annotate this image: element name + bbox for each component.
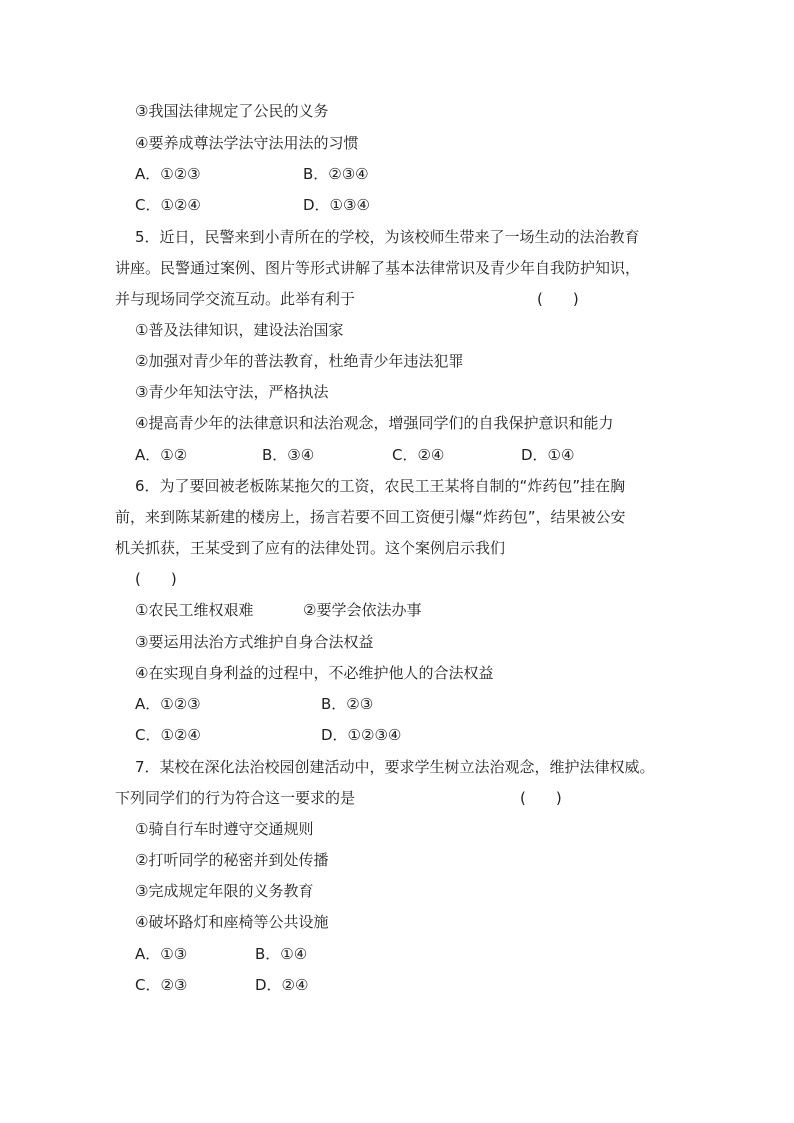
q7-option-2: ②打听同学的秘密并到处传播: [135, 851, 329, 869]
q7-option-3: ③完成规定年限的义务教育: [135, 882, 314, 900]
q4-choice-d: D．①③④: [303, 196, 370, 214]
q7-choice-d: D．②④: [255, 976, 309, 994]
q4-choice-c: C．①②④: [135, 196, 201, 214]
q6-option-3: ③要运用法治方式维护自身合法权益: [135, 633, 374, 651]
q4-choice-b: B．②③④: [303, 165, 369, 183]
q7-option-4: ④破坏路灯和座椅等公共设施: [135, 913, 329, 931]
q6-option-1: ①农民工维权艰难: [135, 601, 254, 619]
q6-choice-a: A．①②③: [135, 695, 201, 713]
q6-stem-line-1: 6．为了要回被老板陈某拖欠的工资，农民工王某将自制的“炸药包”挂在胸: [135, 477, 626, 495]
q7-option-1: ①骑自行车时遵守交通规则: [135, 820, 314, 838]
q4-option-4: ④要养成尊法学法守法用法的习惯: [135, 134, 359, 152]
q7-choice-c: C．②③: [135, 976, 188, 994]
q6-choice-b: B．②③: [321, 695, 374, 713]
q5-answer-blank: ( ): [537, 290, 579, 308]
q4-choice-a: A．①②③: [135, 165, 201, 183]
q5-choice-d: D．①④: [521, 446, 575, 464]
q5-choice-c: C．②④: [392, 446, 445, 464]
q7-stem-line-1: 7．某校在深化法治校园创建活动中，要求学生树立法治观念，维护法律权威。: [135, 758, 655, 776]
q6-choice-c: C．①②④: [135, 726, 201, 744]
q5-option-1: ①普及法律知识，建设法治国家: [135, 321, 344, 339]
q5-option-4: ④提高青少年的法律意识和法治观念，增强同学们的自我保护意识和能力: [135, 414, 614, 432]
q6-option-4: ④在实现自身利益的过程中，不必维护他人的合法权益: [135, 664, 494, 682]
q5-option-2: ②加强对青少年的普法教育，杜绝青少年违法犯罪: [135, 352, 464, 370]
q5-stem-line-3: 并与现场同学交流互动。此举有利于: [115, 290, 356, 308]
q5-choice-b: B．③④: [262, 446, 315, 464]
q6-answer-blank: ( ): [135, 570, 177, 588]
q5-stem-line-2: 讲座。民警通过案例、图片等形式讲解了基本法律常识及青少年自我防护知识，: [115, 259, 641, 277]
q4-option-3: ③我国法律规定了公民的义务: [135, 102, 329, 120]
q6-option-2: ②要学会依法办事: [303, 601, 422, 619]
q7-answer-blank: ( ): [520, 789, 562, 807]
q5-option-3: ③青少年知法守法，严格执法: [135, 383, 329, 401]
q6-stem-line-3: 机关抓获，王某受到了应有的法律处罚。这个案例启示我们: [115, 539, 506, 557]
q7-choice-a: A．①③: [135, 945, 188, 963]
q5-choice-a: A．①②: [135, 446, 188, 464]
q6-stem-line-2: 前，来到陈某新建的楼房上，扬言若要不回工资便引爆“炸药包”，结果被公安: [115, 508, 626, 526]
q6-choice-d: D．①②③④: [321, 726, 402, 744]
q7-choice-b: B．①④: [255, 945, 308, 963]
q5-stem-line-1: 5．近日，民警来到小青所在的学校，为该校师生带来了一场生动的法治教育: [135, 228, 640, 246]
q7-stem-line-2: 下列同学们的行为符合这一要求的是: [115, 789, 356, 807]
